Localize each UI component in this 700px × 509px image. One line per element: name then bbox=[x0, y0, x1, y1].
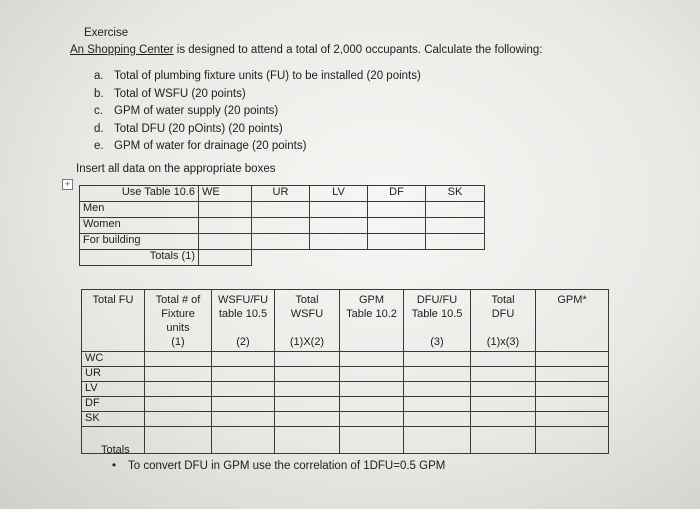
data-cell[interactable] bbox=[368, 202, 426, 218]
problem-statement bbox=[70, 44, 542, 56]
header-line: (3) bbox=[430, 336, 444, 348]
task-item bbox=[94, 123, 421, 141]
data-cell[interactable] bbox=[275, 427, 340, 454]
task-text: GPM of water for drainage (20 points) bbox=[114, 140, 307, 152]
data-cell[interactable] bbox=[212, 367, 275, 382]
data-cell[interactable] bbox=[340, 382, 404, 397]
table-row bbox=[82, 382, 609, 397]
task-text: GPM of water supply (20 points) bbox=[114, 105, 279, 117]
col-header-fixture-units[interactable] bbox=[145, 290, 212, 352]
col-header-total-wsfu[interactable] bbox=[275, 290, 340, 352]
problem-text: is designed to attend a total of 2,000 occupants. Calculate the following: bbox=[173, 44, 543, 56]
header-line: GPM* bbox=[557, 294, 587, 306]
data-cell[interactable] bbox=[536, 382, 609, 397]
flow-calculation-table bbox=[81, 289, 609, 454]
col-header-total-fu[interactable] bbox=[82, 290, 145, 352]
data-cell[interactable] bbox=[340, 367, 404, 382]
row-label[interactable]: UR bbox=[82, 367, 145, 382]
data-cell[interactable] bbox=[404, 412, 471, 427]
header-line: WSFU/FU bbox=[217, 294, 269, 306]
data-cell[interactable] bbox=[368, 234, 426, 250]
header-line: (1) bbox=[171, 336, 185, 348]
row-label[interactable]: LV bbox=[82, 382, 145, 397]
col-header-total-dfu[interactable] bbox=[471, 290, 536, 352]
totals-label: Totals bbox=[101, 444, 130, 456]
table-row bbox=[80, 234, 485, 250]
header-line: DFU/FU bbox=[416, 294, 458, 306]
header-line: table 10.5 bbox=[218, 308, 268, 320]
header-line: units bbox=[166, 322, 190, 334]
header-line: GPM bbox=[358, 294, 385, 306]
row-label[interactable]: Women bbox=[80, 218, 199, 234]
data-cell[interactable] bbox=[426, 234, 485, 250]
empty-cell bbox=[252, 250, 310, 266]
data-cell[interactable] bbox=[536, 367, 609, 382]
data-cell[interactable] bbox=[404, 397, 471, 412]
empty-cell bbox=[426, 250, 485, 266]
data-cell[interactable] bbox=[252, 234, 310, 250]
table1-header-cell[interactable]: WE bbox=[199, 186, 252, 202]
task-list bbox=[94, 70, 421, 158]
task-marker: c. bbox=[94, 105, 103, 117]
task-marker: d. bbox=[94, 122, 104, 135]
table1-header-cell[interactable]: SK bbox=[426, 186, 485, 202]
table-row bbox=[80, 202, 485, 218]
col-header-wsfu-per-fu[interactable] bbox=[212, 290, 275, 352]
data-cell[interactable] bbox=[212, 412, 275, 427]
task-marker: a. bbox=[94, 70, 104, 82]
data-cell[interactable] bbox=[368, 218, 426, 234]
data-cell[interactable] bbox=[536, 397, 609, 412]
data-cell[interactable] bbox=[212, 427, 275, 454]
data-cell[interactable] bbox=[471, 352, 536, 367]
data-cell[interactable] bbox=[536, 412, 609, 427]
header-line: Total # of bbox=[155, 294, 201, 306]
col-header-gpm[interactable] bbox=[340, 290, 404, 352]
data-cell[interactable] bbox=[340, 352, 404, 367]
conversion-note bbox=[112, 460, 445, 472]
task-item bbox=[94, 140, 421, 158]
conversion-note-text: To convert DFU in GPM use the correlation of 1DFU=0.5 GPM bbox=[128, 460, 446, 472]
data-cell[interactable] bbox=[404, 382, 471, 397]
data-cell[interactable] bbox=[275, 367, 340, 382]
header-line: WSFU bbox=[290, 308, 324, 320]
data-cell[interactable] bbox=[145, 412, 212, 427]
table1-header-cell[interactable]: DF bbox=[368, 186, 426, 202]
table1-header-cell[interactable]: Use Table 10.6 bbox=[80, 186, 199, 202]
row-label[interactable]: DF bbox=[82, 397, 145, 412]
insert-instruction: Insert all data on the appropriate boxes bbox=[76, 163, 276, 175]
data-cell[interactable] bbox=[536, 427, 609, 454]
data-cell[interactable] bbox=[145, 397, 212, 412]
data-cell[interactable] bbox=[536, 352, 609, 367]
data-cell[interactable] bbox=[471, 427, 536, 454]
problem-subject: An Shopping Center bbox=[70, 44, 174, 56]
header-line: Total FU bbox=[92, 294, 134, 306]
header-line: Total bbox=[491, 294, 515, 306]
task-item bbox=[94, 88, 421, 106]
data-cell[interactable] bbox=[340, 427, 404, 454]
data-cell[interactable] bbox=[340, 412, 404, 427]
data-cell[interactable] bbox=[404, 367, 471, 382]
data-cell[interactable] bbox=[471, 382, 536, 397]
table-row bbox=[80, 218, 485, 234]
data-cell[interactable] bbox=[310, 234, 368, 250]
exercise-heading: Exercise bbox=[84, 27, 129, 39]
table-row bbox=[82, 427, 609, 454]
row-label[interactable]: For building bbox=[80, 234, 199, 250]
empty-cell bbox=[368, 250, 426, 266]
data-cell[interactable] bbox=[145, 382, 212, 397]
data-cell[interactable] bbox=[275, 382, 340, 397]
row-label[interactable]: WC bbox=[82, 352, 145, 367]
data-cell[interactable] bbox=[310, 218, 368, 234]
table-row bbox=[82, 367, 609, 382]
table1-header-cell[interactable]: LV bbox=[310, 186, 368, 202]
table-row bbox=[82, 397, 609, 412]
data-cell[interactable] bbox=[212, 382, 275, 397]
table-row bbox=[82, 412, 609, 427]
data-cell[interactable] bbox=[471, 412, 536, 427]
table-row bbox=[82, 352, 609, 367]
empty-cell bbox=[310, 250, 368, 266]
table-row bbox=[80, 250, 485, 266]
header-line: (1)x(3) bbox=[486, 336, 520, 348]
bullet-icon: • bbox=[112, 460, 117, 472]
data-cell[interactable] bbox=[275, 397, 340, 412]
data-cell[interactable] bbox=[426, 218, 485, 234]
totals-label[interactable]: Totals (1) bbox=[80, 250, 199, 266]
header-line: (2) bbox=[236, 336, 250, 348]
data-cell[interactable] bbox=[340, 397, 404, 412]
data-cell[interactable] bbox=[252, 202, 310, 218]
col-header-gpm-star[interactable] bbox=[536, 290, 609, 352]
data-cell[interactable] bbox=[252, 218, 310, 234]
data-cell[interactable] bbox=[199, 234, 252, 250]
data-cell[interactable] bbox=[199, 250, 252, 266]
data-cell[interactable] bbox=[426, 202, 485, 218]
header-line: Fixture bbox=[161, 308, 195, 320]
header-line: (1)X(2) bbox=[289, 336, 325, 348]
row-label[interactable]: SK bbox=[82, 412, 145, 427]
row-label[interactable]: Men bbox=[80, 202, 199, 218]
task-text: Total DFU (20 pOints) (20 points) bbox=[114, 122, 283, 135]
fixture-count-table bbox=[79, 185, 485, 266]
data-cell[interactable] bbox=[212, 352, 275, 367]
header-line: Table 10.2 bbox=[346, 308, 397, 320]
data-cell[interactable] bbox=[404, 352, 471, 367]
data-cell[interactable] bbox=[145, 427, 212, 454]
data-cell[interactable] bbox=[199, 202, 252, 218]
table-move-handle-icon[interactable]: + bbox=[62, 179, 73, 190]
data-cell[interactable] bbox=[471, 397, 536, 412]
data-cell[interactable] bbox=[471, 367, 536, 382]
data-cell[interactable] bbox=[212, 397, 275, 412]
task-marker: b. bbox=[94, 87, 104, 100]
task-marker: e. bbox=[94, 140, 104, 152]
col-header-dfu-per-fu[interactable] bbox=[404, 290, 471, 352]
task-text: Total of plumbing fixture units (FU) to be installed (20 points) bbox=[114, 70, 421, 82]
task-item bbox=[94, 70, 421, 88]
data-cell[interactable] bbox=[145, 352, 212, 367]
data-cell[interactable] bbox=[275, 352, 340, 367]
data-cell[interactable] bbox=[199, 218, 252, 234]
data-cell[interactable] bbox=[145, 367, 212, 382]
header-line: DFU bbox=[491, 308, 515, 320]
data-cell[interactable] bbox=[310, 202, 368, 218]
table1-header-cell[interactable]: UR bbox=[252, 186, 310, 202]
header-line: Table 10.5 bbox=[411, 308, 463, 320]
data-cell[interactable] bbox=[275, 412, 340, 427]
task-text: Total of WSFU (20 points) bbox=[114, 87, 246, 100]
header-line: Total bbox=[295, 294, 319, 306]
task-item bbox=[94, 105, 421, 123]
data-cell[interactable] bbox=[404, 427, 471, 454]
